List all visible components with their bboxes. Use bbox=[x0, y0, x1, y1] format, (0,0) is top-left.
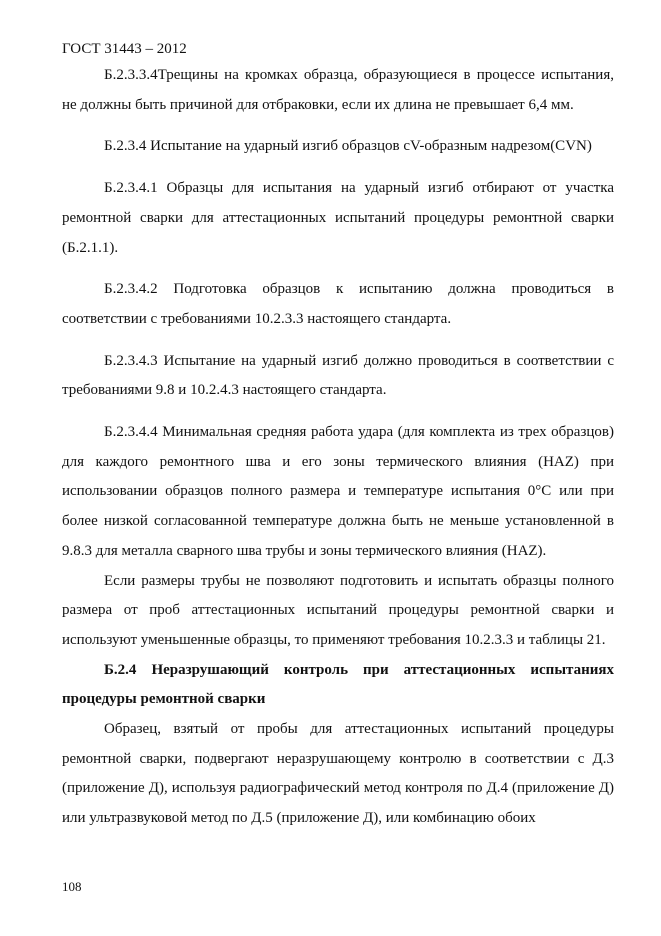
document-body bbox=[62, 61, 614, 834]
paragraph-b234-title: Б.2.3.4 Испытание на ударный изгиб образцов сV-образным надрезом(CVN) bbox=[104, 138, 592, 155]
section-heading-b24: Б.2.4 Неразрушающий контроль при аттестационных испытаниях процедуры ремонтной сварки bbox=[62, 661, 614, 708]
standard-header: ГОСТ 31443 – 2012 bbox=[62, 41, 187, 57]
paragraph-b2342: Б.2.3.4.2 Подготовка образцов к испытанию должна проводиться в соответствии с требованиями 10.2.3.3 настоящего стандарта. bbox=[62, 281, 614, 327]
paragraph-reduced-specimens: Если размеры трубы не позволяют подготовить и испытать образцы полного размера от проб аттестационных испытаний процедуры ремонтной сварки и используют уменьшенные образцы, то применяют требования 10.2.3.3 и таблицы 21. bbox=[62, 572, 614, 648]
paragraph-b2344: Б.2.3.4.4 Минимальная средняя работа удара (для комплекта из трех образцов) для каждого ремонтного шва и его зоны термического влияния (HAZ) при использовании образцов полного размера и температуре испытания 0°С или при более низкой согласованной температуре должна быть не меньше установленной в 9.8.3 для металла сварного шва трубы и зоны термического влияния (HAZ). bbox=[62, 424, 614, 559]
paragraph-ndt: Образец, взятый от пробы для аттестационных испытаний процедуры ремонтной сварки, подвергают неразрушающему контролю в соответствии с Д.3 (приложение Д), используя радиографический метод контроля по Д.4 (приложение Д) или ультразвуковой метод по Д.5 (приложение Д), или комбинацию обоих bbox=[62, 721, 614, 827]
paragraph-b2343: Б.2.3.4.3 Испытание на ударный изгиб должно проводиться в соответствии с требованиями 9.8 и 10.2.4.3 настоящего стандарта. bbox=[62, 352, 614, 399]
paragraph-b2341: Б.2.3.4.1 Образцы для испытания на ударный изгиб отбирают от участка ремонтной сварки для аттестационных испытаний процедуры ремонтной сварки (Б.2.1.1). bbox=[62, 180, 614, 256]
paragraph-b2334: Б.2.3.3.4Трещины на кромках образца, образующиеся в процессе испытания, не должны быть причиной для отбраковки, если их длина не превышает 6,4 мм. bbox=[62, 67, 614, 113]
page-number: 108 bbox=[62, 879, 82, 894]
